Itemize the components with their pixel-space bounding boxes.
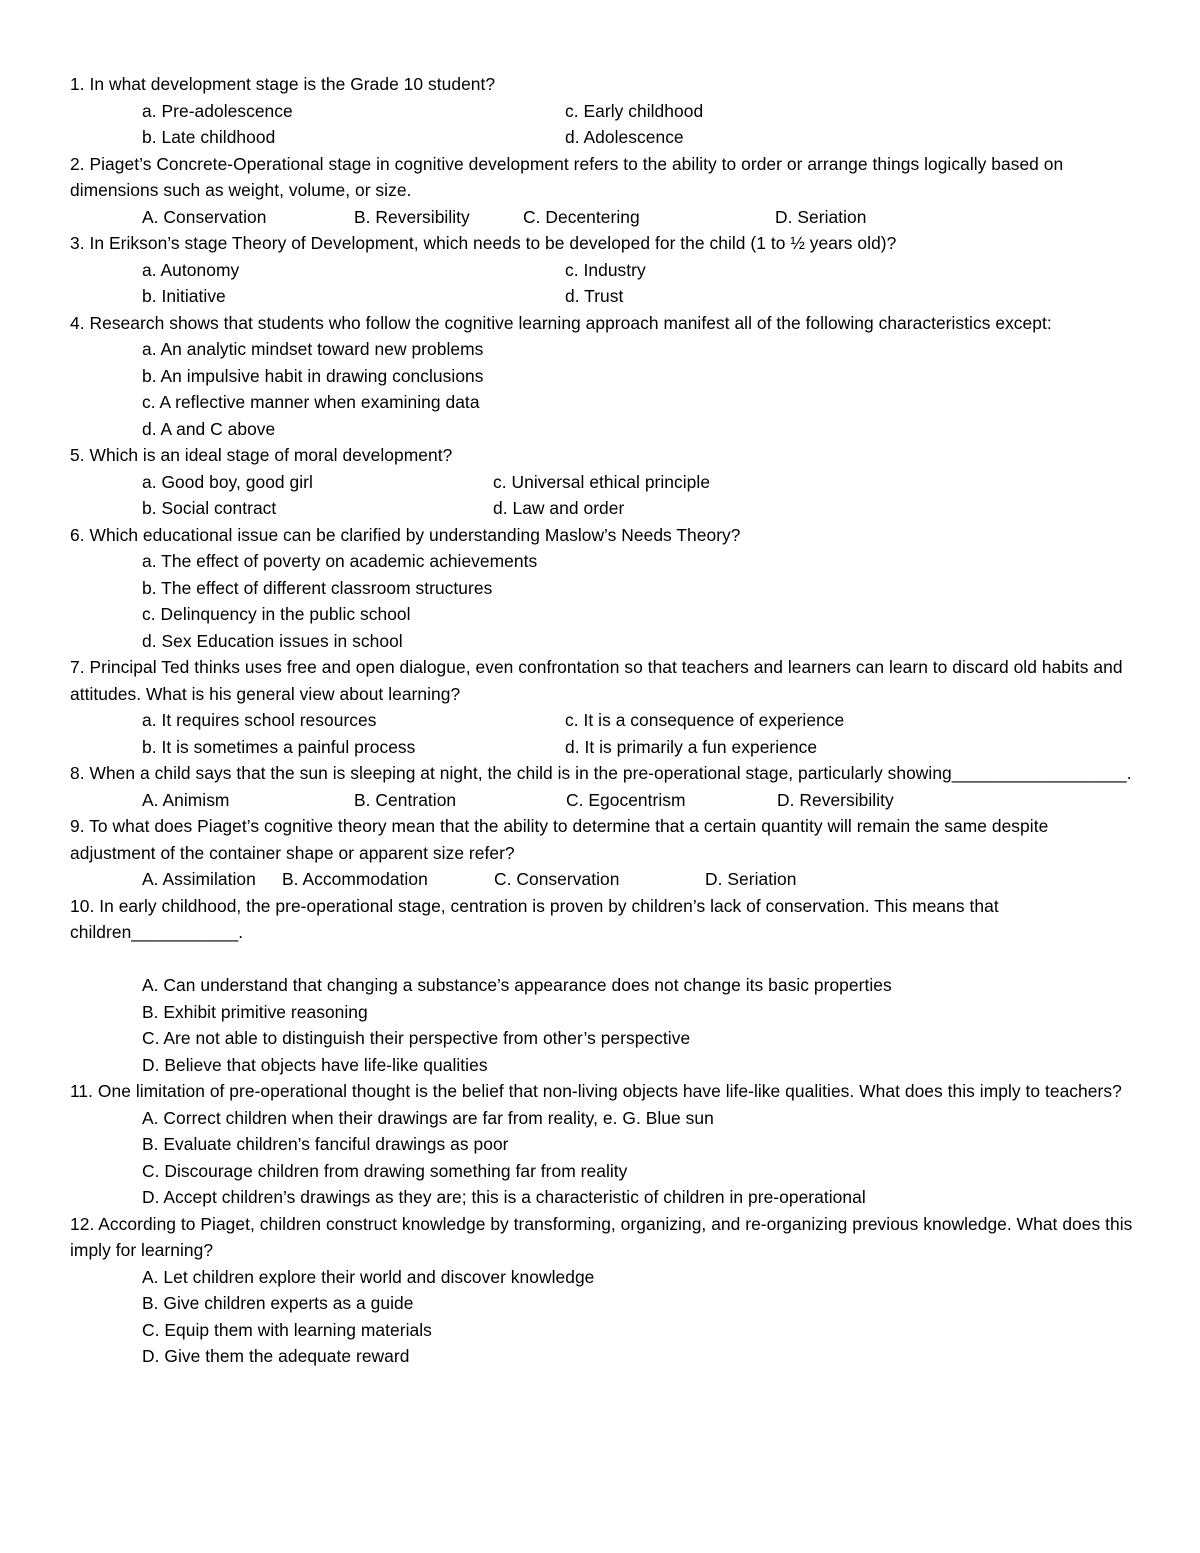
question-6-option-c: c. Delinquency in the public school [142, 604, 411, 624]
question-8-option-a: A. Animism [142, 789, 230, 810]
question-5-option-c: c. Universal ethical principle [493, 471, 711, 492]
question-1-option-c: c. Early childhood [565, 100, 704, 121]
question-7-option-d: d. It is primarily a fun experience [565, 736, 818, 757]
question-12-option-a: A. Let children explore their world and discover knowledge [142, 1266, 595, 1287]
question-2-option-d: D. Seriation [775, 206, 867, 227]
question-6-option-d: d. Sex Education issues in school [142, 630, 403, 651]
question-6 [70, 522, 1140, 655]
question-10-option-c: C. Are not able to distinguish their perspective from other’s perspective [142, 1028, 691, 1048]
question-9-option-d: D. Seriation [705, 869, 797, 889]
question-8-option-b: B. Centration [354, 789, 457, 810]
question-5-option-a: a. Good boy, good girl [142, 471, 313, 492]
question-8-options [70, 787, 1140, 814]
question-3 [70, 230, 1140, 310]
question-5 [70, 442, 1140, 522]
question-3-option-d: d. Trust [565, 286, 624, 306]
question-3-option-c: c. Industry [565, 259, 646, 280]
question-7-text: 7. Principal Ted thinks uses free and open dialogue, even confrontation so that teachers and learners can learn to discard old habits and attitudes. What is his general view about learning? [70, 657, 1123, 704]
question-10-text: 10. In early childhood, the pre-operational stage, centration is proven by children’s lack of conservation. This means that children___________. [70, 895, 999, 942]
question-7-option-a: a. It requires school resources [142, 710, 377, 730]
question-9-option-b: B. Accommodation [282, 869, 428, 889]
question-10-option-b: B. Exhibit primitive reasoning [142, 1001, 368, 1022]
question-2-option-c: C. Decentering [523, 206, 640, 227]
question-4-text: 4. Research shows that students who follow the cognitive learning approach manifest all of the following characteristics except: [70, 312, 1052, 333]
question-11-option-a: A. Correct children when their drawings are far from reality, e. G. Blue sun [142, 1107, 714, 1128]
question-1 [70, 71, 1140, 151]
question-5-option-b: b. Social contract [142, 498, 277, 518]
question-2-option-a: A. Conservation [142, 206, 267, 227]
question-2-text: 2. Piaget’s Concrete-Operational stage in cognitive development refers to the ability to order or arrange things logically based on dimensions such as weight, volume, or size. [70, 153, 1064, 200]
question-12-option-c: C. Equip them with learning materials [142, 1319, 432, 1340]
question-10-option-a: A. Can understand that changing a substance’s appearance does not change its basic properties [142, 975, 892, 995]
question-4-option-c: c. A reflective manner when examining data [142, 392, 480, 412]
question-3-options [70, 257, 1140, 310]
question-1-option-a: a. Pre-adolescence [142, 100, 293, 121]
question-8-option-c: C. Egocentrism [566, 789, 686, 810]
question-3-option-b: b. Initiative [142, 286, 226, 306]
question-4-options [70, 336, 1140, 442]
question-2-options [70, 204, 1140, 231]
question-12-text: 12. According to Piaget, children construct knowledge by transforming, organizing, and re-organizing previous knowledge. What does this imply for learning? [70, 1213, 1133, 1260]
question-7-option-c: c. It is a consequence of experience [565, 710, 845, 730]
question-1-option-b: b. Late childhood [142, 127, 276, 147]
question-6-option-b: b. The effect of different classroom structures [142, 577, 493, 598]
question-12-option-d: D. Give them the adequate reward [142, 1346, 410, 1366]
question-4-option-d: d. A and C above [142, 418, 276, 439]
question-2-option-b: B. Reversibility [354, 206, 470, 227]
question-11-option-d: D. Accept children’s drawings as they are; this is a characteristic of children in pre-operational [142, 1187, 866, 1207]
question-1-text: 1. In what development stage is the Grade 10 student? [70, 74, 496, 94]
question-10 [70, 893, 1140, 1079]
question-6-option-a: a. The effect of poverty on academic achievements [142, 551, 538, 571]
question-9-option-a: A. Assimilation [142, 869, 256, 889]
question-4 [70, 310, 1140, 443]
question-4-option-a: a. An analytic mindset toward new problems [142, 339, 484, 359]
question-11-text: 11. One limitation of pre-operational thought is the belief that non-living objects have life-like qualities. What does this imply to teachers? [70, 1081, 1122, 1101]
question-5-options [70, 469, 1140, 522]
question-3-text: 3. In Erikson’s stage Theory of Development, which needs to be developed for the child (1 to ½ years old)? [70, 233, 897, 253]
question-8-text: 8. When a child says that the sun is sleeping at night, the child is in the pre-operational stage, particularly showing__________________. [70, 763, 1132, 783]
question-1-option-d: d. Adolescence [565, 127, 684, 147]
question-6-text: 6. Which educational issue can be clarified by understanding Maslow’s Needs Theory? [70, 524, 741, 545]
question-5-text: 5. Which is an ideal stage of moral development? [70, 445, 453, 465]
quiz-content [70, 71, 1140, 1370]
question-11-option-c: C. Discourage children from drawing something far from reality [142, 1160, 628, 1181]
question-2 [70, 151, 1140, 231]
question-4-option-b: b. An impulsive habit in drawing conclusions [142, 365, 484, 386]
question-8-option-d: D. Reversibility [777, 789, 894, 810]
question-6-options [70, 548, 1140, 654]
question-9-option-c: C. Conservation [494, 869, 620, 889]
question-11 [70, 1078, 1140, 1211]
question-10-options [70, 972, 1140, 1078]
question-12 [70, 1211, 1140, 1370]
question-3-option-a: a. Autonomy [142, 259, 240, 280]
question-1-options [70, 98, 1140, 151]
question-7-option-b: b. It is sometimes a painful process [142, 736, 416, 757]
question-7-options [70, 707, 1140, 760]
question-9-options [70, 866, 1140, 893]
question-9-text: 9. To what does Piaget’s cognitive theory mean that the ability to determine that a certain quantity will remain the same despite adjustment of the container shape or apparent size refer? [70, 816, 1049, 863]
question-10-option-d: D. Believe that objects have life-like qualities [142, 1054, 488, 1075]
question-12-option-b: B. Give children experts as a guide [142, 1293, 414, 1313]
question-5-option-d: d. Law and order [493, 498, 625, 518]
question-9 [70, 813, 1140, 893]
question-11-options [70, 1105, 1140, 1211]
blank-line [70, 946, 1140, 973]
question-8 [70, 760, 1140, 813]
question-11-option-b: B. Evaluate children’s fanciful drawings as poor [142, 1134, 509, 1154]
question-12-options [70, 1264, 1140, 1370]
question-7 [70, 654, 1140, 760]
